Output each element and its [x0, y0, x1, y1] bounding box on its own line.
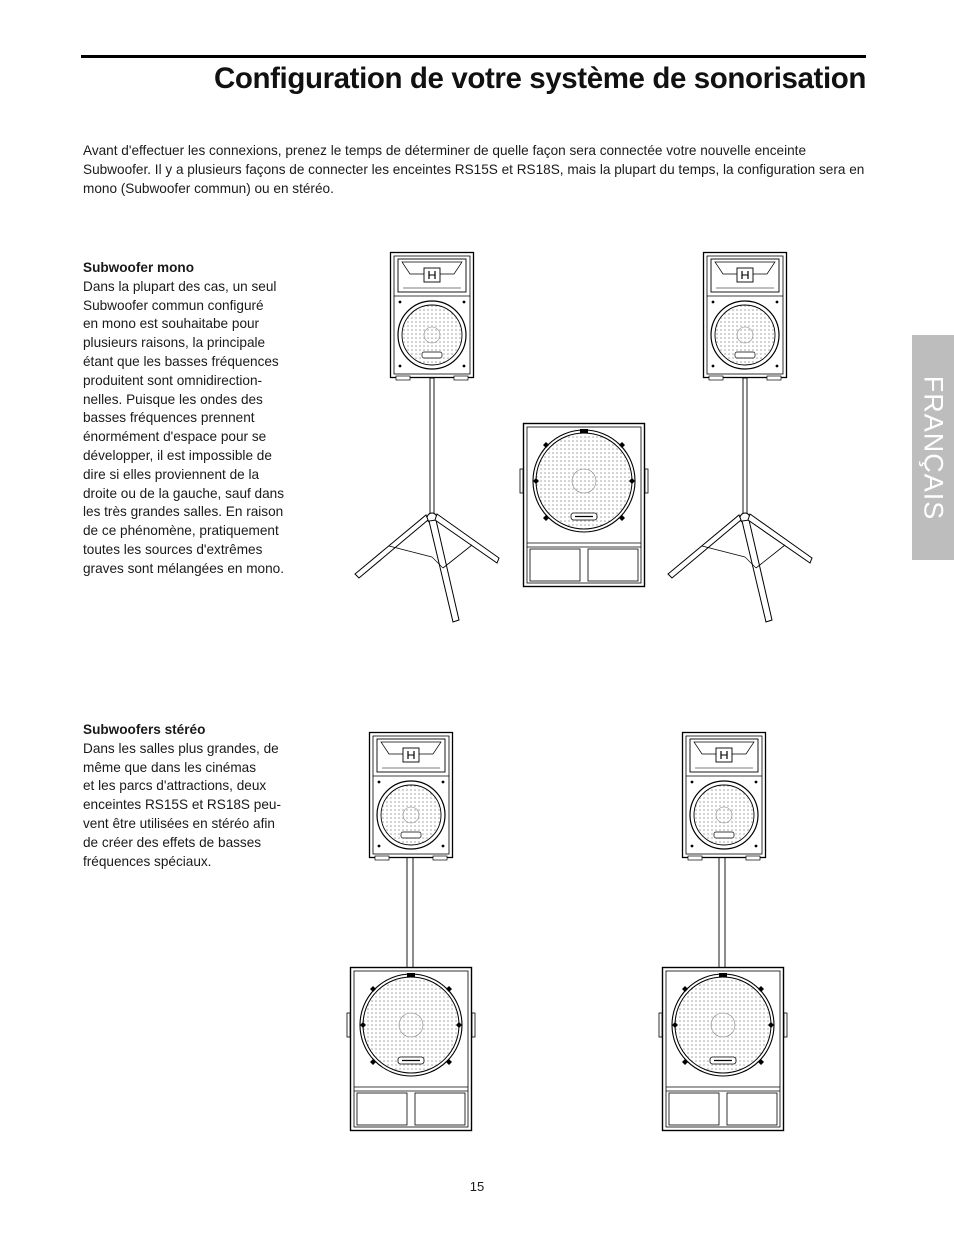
stereo-right-pole	[719, 857, 725, 969]
intro-paragraph: Avant d'effectuer les connexions, prenez le temps de déterminer de quelle façon sera connectée votre nouvelle enceinte Subwoofer. Il y a plusieurs façons de connecter les enceintes RS15S et RS18S, mais la plupart du temps, la configuration sera en mono (Subwoofer commun) ou en stéréo.	[83, 143, 865, 196]
mono-right-speaker	[704, 253, 787, 381]
stereo-left-speaker	[370, 733, 453, 861]
language-tab-label: FRANÇAIS	[918, 375, 949, 520]
mono-left-stand	[355, 378, 499, 622]
section-heading: Subwoofer mono	[83, 260, 195, 275]
section-body: Dans les salles plus grandes, de même que dans les cinémas et les parcs d'attractions, deux enceintes RS15S et RS18S peu- vent être utilisées en stéréo afin de créer des effets de basses fréquences spéciaux.	[83, 740, 281, 869]
section-body: Dans la plupart des cas, un seul Subwoofer commun configuré en mono est souhaitabe pour plusieurs raisons, la principale étant que les basses fréquences produitent sont omnidirection- nelles. Puisque les ondes des basses fréquences prennent énormément d'espace pour se développer, il est impossible de dire si elles proviennent de la droite ou de la gauche, sauf dans les très grandes salles. En raison de ce phénomène, pratiquement toutes les sources d'extrêmes graves sont mélangées en mono.	[83, 278, 285, 576]
stereo-left-pole	[407, 857, 413, 969]
mono-left-speaker	[391, 253, 474, 381]
mono-subwoofer	[520, 424, 648, 587]
mono-right-stand	[668, 378, 812, 622]
section-heading: Subwoofers stéréo	[83, 722, 206, 737]
page-title: Configuration de votre système de sonorisation	[213, 62, 866, 95]
stereo-right-subwoofer	[659, 968, 787, 1131]
stereo-left-subwoofer	[347, 968, 475, 1131]
stereo-right-speaker	[683, 733, 766, 861]
page-number: 15	[469, 1179, 485, 1194]
